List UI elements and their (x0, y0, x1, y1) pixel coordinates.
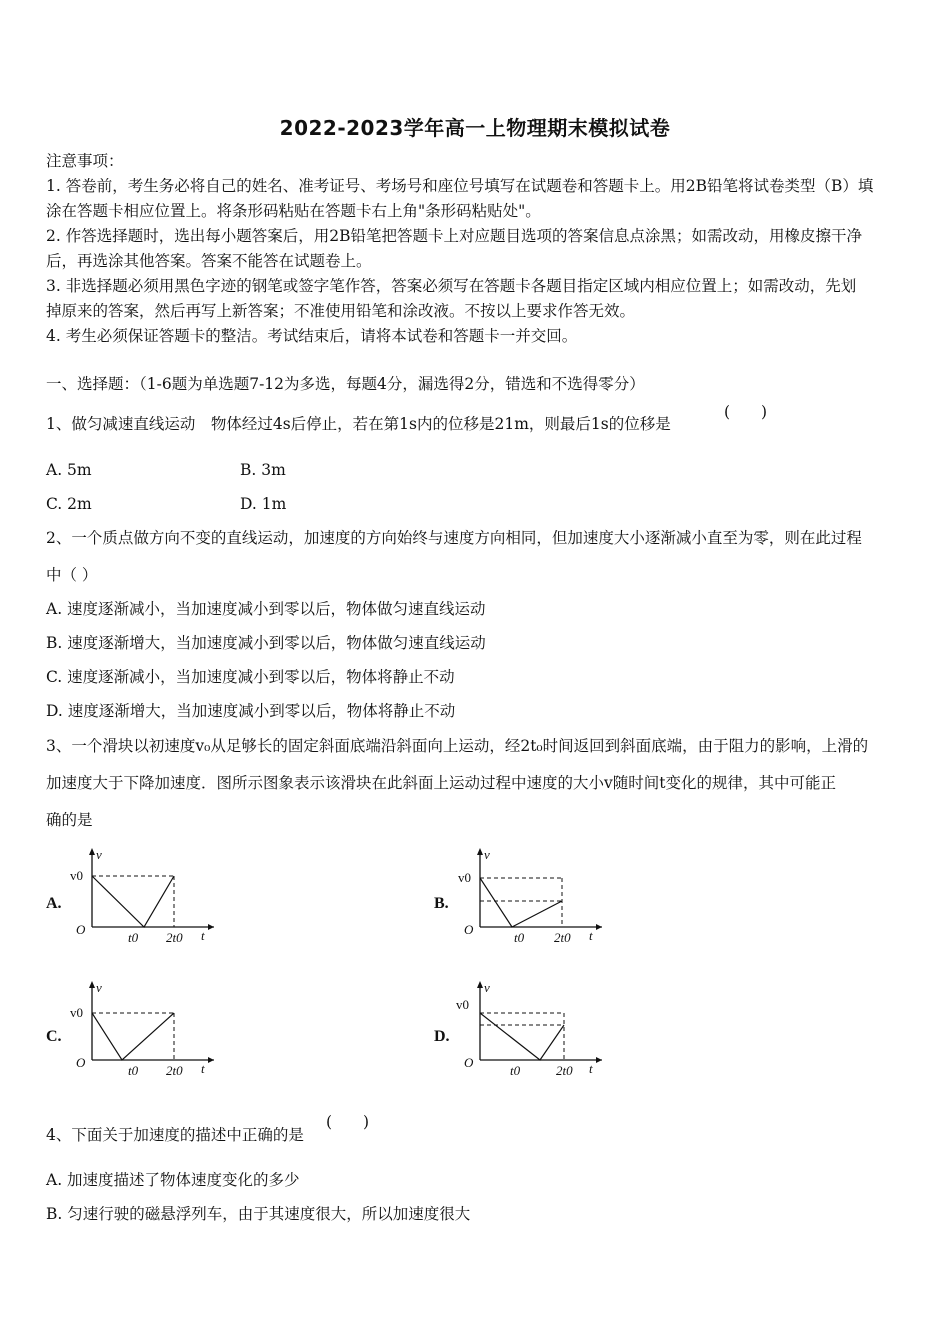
notice-line: 3. 非选择题必须用黑色字迹的钢笔或签字笔作答，答案必须写在答题卡各题目指定区域内相应位置上；如需改动，先划 (46, 277, 857, 295)
axis-t0-label: t0 (128, 1063, 139, 1078)
graph-c (64, 975, 224, 1085)
axis-2t0-label: 2t0 (166, 930, 183, 945)
axis-v0-label: v0 (458, 870, 471, 885)
q4-option-a: A. 加速度描述了物体速度变化的多少 (46, 1171, 300, 1189)
axis-t-label: t (201, 1061, 205, 1076)
axis-2t0-label: 2t0 (554, 930, 571, 945)
axis-t0-label: t0 (510, 1063, 521, 1078)
question-3-stem-cont: 加速度大于下降加速度．图所示图象表示该滑块在此斜面上运动过程中速度的大小v随时间t变化的规律，其中可能正 (46, 774, 836, 792)
axis-v-label: v (96, 847, 102, 862)
axis-t0-label: t0 (128, 930, 139, 945)
answer-paren: ( ) (326, 1113, 370, 1131)
page-title: 2022-2023学年高一上物理期末模拟试卷 (279, 116, 671, 140)
question-1-stem: 1、做匀减速直线运动 物体经过4s后停止，若在第1s内的位移是21m，则最后1s的位移是 (46, 415, 671, 433)
axis-v0-label: v0 (70, 868, 83, 883)
q1-option-c: C. 2m (46, 495, 92, 513)
notice-line: 后，再选涂其他答案。答案不能答在试题卷上。 (46, 252, 372, 270)
question-2-stem: 2、一个质点做方向不变的直线运动，加速度的方向始终与速度方向相同，但加速度大小逐渐减小直至为零，则在此过程 (46, 529, 862, 547)
q2-option-b: B. 速度逐渐增大，当加速度减小到零以后，物体做匀速直线运动 (46, 634, 486, 652)
q1-option-b: B. 3m (240, 461, 286, 479)
axis-v-label: v (96, 980, 102, 995)
axis-v-label: v (484, 980, 490, 995)
axis-t-label: t (589, 1061, 593, 1076)
q2-option-d: D. 速度逐渐增大，当加速度减小到零以后，物体将静止不动 (46, 702, 456, 720)
axis-t-label: t (589, 928, 593, 943)
notice-line: 2. 作答选择题时，选出每小题答案后，用2B铅笔把答题卡上对应题目选项的答案信息点涂黑；如需改动，用橡皮擦干净 (46, 227, 862, 245)
axis-t-label: t (201, 928, 205, 943)
graph-d-label: D. (434, 1028, 450, 1045)
question-3-stem-cont: 确的是 (46, 811, 93, 829)
q1-option-d: D. 1m (240, 495, 287, 513)
graph-b-label: B. (434, 895, 449, 912)
graph-b (452, 842, 612, 952)
question-2-stem-cont: 中（ ） (46, 566, 98, 584)
q1-option-a: A. 5m (46, 461, 92, 479)
axis-v0-label: v0 (456, 997, 469, 1012)
axis-origin-label: O (76, 922, 86, 937)
question-4-stem: 4、下面关于加速度的描述中正确的是 (46, 1126, 304, 1144)
axis-origin-label: O (464, 1055, 474, 1070)
q2-option-a: A. 速度逐渐减小，当加速度减小到零以后，物体做匀速直线运动 (46, 600, 486, 618)
graph-a (64, 842, 224, 952)
q4-option-b: B. 匀速行驶的磁悬浮列车，由于其速度很大，所以加速度很大 (46, 1205, 471, 1223)
notice-line: 4. 考生必须保证答题卡的整洁。考试结束后，请将本试卷和答题卡一并交回。 (46, 327, 578, 345)
answer-paren: ( ) (724, 403, 768, 421)
graph-a-label: A. (46, 895, 62, 912)
notice-line: 涂在答题卡相应位置上。将条形码粘贴在答题卡右上角"条形码粘贴处"。 (46, 202, 541, 220)
graph-d (452, 975, 612, 1085)
graph-c-label: C. (46, 1028, 62, 1045)
axis-2t0-label: 2t0 (166, 1063, 183, 1078)
axis-2t0-label: 2t0 (556, 1063, 573, 1078)
axis-origin-label: O (76, 1055, 86, 1070)
question-3-stem: 3、一个滑块以初速度v₀从足够长的固定斜面底端沿斜面向上运动，经2t₀时间返回到斜面底端，由于阻力的影响，上滑的 (46, 737, 869, 755)
axis-origin-label: O (464, 922, 474, 937)
notice-heading: 注意事项： (46, 152, 124, 170)
notice-line: 掉原来的答案，然后再写上新答案；不准使用铅笔和涂改液。不按以上要求作答无效。 (46, 302, 636, 320)
axis-v-label: v (484, 847, 490, 862)
notice-line: 1. 答卷前，考生务必将自己的姓名、准考证号、考场号和座位号填写在试题卷和答题卡上。用2B铅笔将试卷类型（B）填 (46, 177, 874, 195)
q2-option-c: C. 速度逐渐减小，当加速度减小到零以后，物体将静止不动 (46, 668, 455, 686)
section-heading: 一、选择题：（1-6题为单选题7-12为多选，每题4分，漏选得2分，错选和不选得零分） (46, 375, 645, 393)
axis-v0-label: v0 (70, 1005, 83, 1020)
axis-t0-label: t0 (514, 930, 525, 945)
